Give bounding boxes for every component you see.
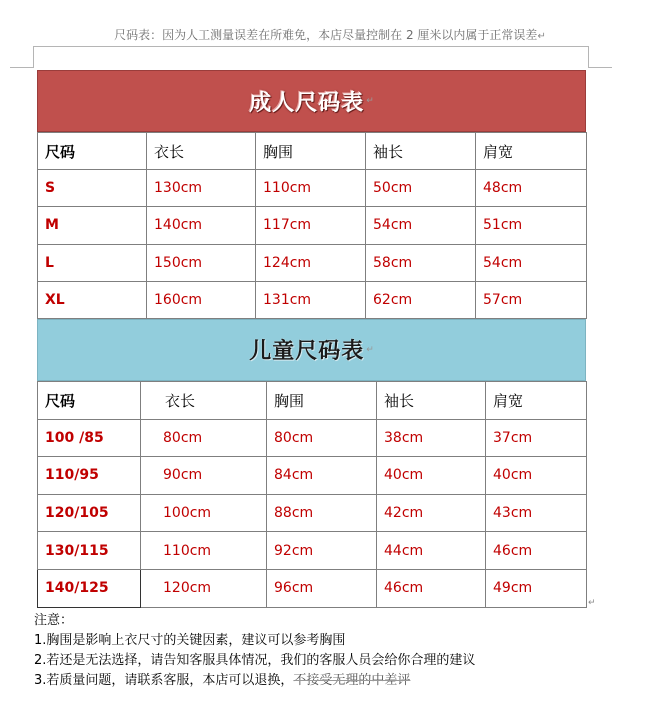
paragraph-mark-icon: ↵ (537, 31, 546, 42)
chest-cell: 131cm (256, 281, 366, 318)
note-item (34, 671, 634, 691)
anchor-mark-icon: ↵ (366, 96, 374, 106)
note-item: 1.胸围是影响上衣尺寸的关键因素，建议可以参考胸围 (34, 633, 346, 648)
size-cell: 110/95 (38, 457, 141, 495)
size-cell: 120/105 (38, 494, 141, 532)
chest-cell: 124cm (256, 244, 366, 281)
table-row (38, 457, 587, 495)
sleeve-cell: 44cm (377, 532, 486, 570)
shoulder-cell: 46cm (486, 532, 587, 570)
child-chart-title: 儿童尺码表 (249, 339, 365, 365)
page-margin-line-left (10, 67, 34, 68)
shoulder-cell: 51cm (476, 207, 587, 244)
shoulder-cell: 57cm (476, 281, 587, 318)
chest-cell: 92cm (267, 532, 377, 570)
column-header: 肩宽 (476, 133, 587, 170)
chest-cell: 96cm (267, 569, 377, 607)
length-cell: 110cm (141, 532, 267, 570)
anchor-mark-icon: ↵ (366, 344, 374, 355)
size-cell: 130/115 (38, 532, 141, 570)
sleeve-cell: 40cm (377, 457, 486, 495)
size-note (0, 26, 660, 43)
table-row (38, 419, 587, 457)
sleeve-cell: 38cm (377, 419, 486, 457)
column-header: 尺码 (38, 381, 141, 419)
shoulder-cell: 40cm (486, 457, 587, 495)
shoulder-cell: 43cm (486, 494, 587, 532)
length-cell: 160cm (147, 281, 256, 318)
size-cell: L (38, 244, 147, 281)
adult-chart-title: 成人尺码表 (249, 90, 365, 116)
chest-cell: 110cm (256, 170, 366, 207)
adult-size-table (37, 132, 587, 319)
sleeve-cell: 62cm (366, 281, 476, 318)
size-cell: XL (38, 281, 147, 318)
table-row (38, 569, 587, 607)
sleeve-cell: 54cm (366, 207, 476, 244)
length-cell: 130cm (147, 170, 256, 207)
child-header-row (38, 381, 587, 419)
sleeve-cell: 50cm (366, 170, 476, 207)
shoulder-cell: 48cm (476, 170, 587, 207)
page-margin-line-right (588, 67, 612, 68)
paragraph-mark-icon: ↵ (588, 598, 596, 608)
notes-section (34, 611, 634, 691)
note-item-text: 3.若质量问题，请联系客服，本店可以退换， (34, 673, 294, 688)
column-header: 袖长 (377, 381, 486, 419)
size-cell: 100 /85 (38, 419, 141, 457)
sleeve-cell: 46cm (377, 569, 486, 607)
size-cell: S (38, 170, 147, 207)
shoulder-cell: 54cm (476, 244, 587, 281)
column-header: 衣长 (141, 381, 267, 419)
table-row (38, 281, 587, 318)
adult-chart-banner (37, 70, 586, 132)
table-row (38, 207, 587, 244)
note-item-struck-text: 不接受无理的中差评 (293, 673, 411, 688)
column-header: 胸围 (256, 133, 366, 170)
length-cell: 100cm (141, 494, 267, 532)
note-item: 2.若还是无法选择，请告知客服具体情况，我们的客服人员会给你合理的建议 (34, 653, 476, 668)
chest-cell: 80cm (267, 419, 377, 457)
chest-cell: 84cm (267, 457, 377, 495)
size-chart (37, 70, 586, 608)
length-cell: 80cm (141, 419, 267, 457)
sleeve-cell: 42cm (377, 494, 486, 532)
column-header: 袖长 (366, 133, 476, 170)
chest-cell: 117cm (256, 207, 366, 244)
table-row (38, 494, 587, 532)
table-row (38, 532, 587, 570)
notes-heading: 注意： (34, 613, 74, 628)
column-header: 胸围 (267, 381, 377, 419)
page-margin-frame (33, 46, 589, 68)
column-header: 尺码 (38, 133, 147, 170)
length-cell: 150cm (147, 244, 256, 281)
child-chart-banner (37, 319, 586, 381)
shoulder-cell: 49cm (486, 569, 587, 607)
child-size-table (37, 381, 587, 608)
size-note-text: 尺码表：因为人工测量误差在所难免，本店尽量控制在 2 厘米以内属于正常误差 (114, 28, 538, 42)
table-row (38, 244, 587, 281)
adult-header-row (38, 133, 587, 170)
column-header: 肩宽 (486, 381, 587, 419)
length-cell: 140cm (147, 207, 256, 244)
length-cell: 90cm (141, 457, 267, 495)
chest-cell: 88cm (267, 494, 377, 532)
size-cell: 140/125 (38, 569, 141, 607)
sleeve-cell: 58cm (366, 244, 476, 281)
size-cell: M (38, 207, 147, 244)
length-cell: 120cm (141, 569, 267, 607)
shoulder-cell: 37cm (486, 419, 587, 457)
table-row (38, 170, 587, 207)
column-header: 衣长 (147, 133, 256, 170)
